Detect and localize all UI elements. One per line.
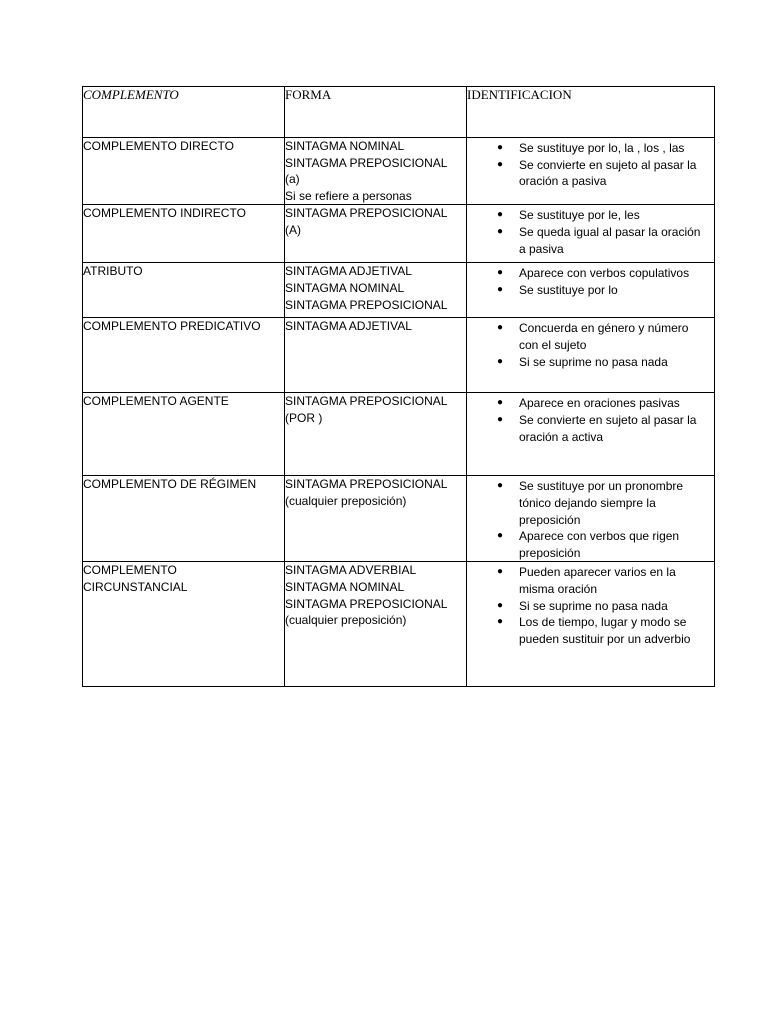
- cell-complemento: [83, 476, 285, 562]
- list-item-text: Se queda igual al pasar la oración a pasiva: [519, 224, 701, 256]
- list-item: [467, 395, 710, 412]
- cell-complemento: [83, 138, 285, 205]
- complemento-line: COMPLEMENTO PREDICATIVO: [83, 319, 261, 334]
- list-item: [467, 478, 710, 528]
- complemento-line: COMPLEMENTO DIRECTO: [83, 139, 234, 153]
- cell-identificacion: [467, 318, 715, 393]
- bullet-icon: ●: [497, 209, 504, 221]
- list-item: [467, 140, 710, 157]
- identification-list: [467, 138, 714, 190]
- forma-line: (POR ): [285, 410, 323, 425]
- table-row: [83, 138, 715, 205]
- cell-complemento: [83, 263, 285, 318]
- cell-complemento: [83, 205, 285, 263]
- identification-list: [467, 562, 714, 647]
- list-item: [467, 207, 710, 224]
- forma-line: (cualquier preposición): [285, 493, 407, 508]
- bullet-icon: ●: [497, 322, 504, 334]
- bullet-icon: ●: [497, 530, 504, 542]
- forma-line: SINTAGMA NOMINAL: [285, 579, 405, 594]
- list-item-text: Se convierte en sujeto al pasar la oración a activa: [519, 412, 697, 444]
- bullet-icon: ●: [497, 355, 504, 367]
- cell-complemento: [83, 318, 285, 393]
- table-row: [83, 393, 715, 476]
- list-item: [467, 564, 710, 597]
- forma-line: (a): [285, 172, 300, 187]
- bullet-icon: ●: [497, 480, 504, 492]
- list-item-text: Los de tiempo, lugar y modo se pueden sustituir por un adverbio: [519, 615, 691, 646]
- header-identificacion: IDENTIFICACION: [467, 87, 715, 138]
- complemento-line: COMPLEMENTO AGENTE: [83, 394, 229, 409]
- forma-line: Si se refiere a personas: [285, 188, 412, 203]
- forma-line: SINTAGMA PREPOSICIONAL: [285, 206, 448, 221]
- list-item: [467, 614, 710, 647]
- bullet-icon: ●: [497, 397, 504, 409]
- bullet-icon: ●: [497, 142, 504, 153]
- list-item-text: Aparece en oraciones pasivas: [519, 396, 680, 411]
- list-item-text: Concuerda en género y número con el sujeto: [519, 321, 689, 352]
- identification-list: [467, 318, 714, 370]
- bullet-icon: ●: [497, 283, 504, 295]
- list-item-text: Pueden aparecer varios en la misma oración: [519, 565, 676, 596]
- list-item: [467, 224, 710, 257]
- complemento-line: ATRIBUTO: [83, 264, 143, 279]
- cell-identificacion: [467, 263, 715, 318]
- list-item: [467, 598, 710, 615]
- complemento-line: COMPLEMENTO: [83, 563, 177, 578]
- forma-line: SINTAGMA PREPOSICIONAL: [285, 297, 448, 312]
- cell-forma: [285, 318, 467, 393]
- identification-list: [467, 476, 714, 561]
- list-item: [467, 320, 710, 353]
- forma-line: SINTAGMA ADVERBIAL: [285, 563, 417, 578]
- list-item-text: Se sustituye por lo, la , los , las: [519, 141, 685, 155]
- cell-forma: [285, 476, 467, 562]
- forma-line: SINTAGMA PREPOSICIONAL: [285, 394, 448, 409]
- table-row: [83, 562, 715, 687]
- bullet-icon: ●: [497, 225, 504, 237]
- list-item-text: Se sustituye por le, les: [519, 208, 640, 223]
- forma-line: SINTAGMA NOMINAL: [285, 139, 405, 153]
- complemento-line: CIRCUNSTANCIAL: [83, 579, 188, 594]
- cell-forma: [285, 562, 467, 687]
- forma-line: SINTAGMA ADJETIVAL: [285, 319, 412, 334]
- cell-forma: [285, 205, 467, 263]
- table-header-row: [83, 87, 715, 138]
- cell-identificacion: [467, 476, 715, 562]
- header-complemento: COMPLEMENTO: [83, 87, 285, 138]
- cell-forma: [285, 263, 467, 318]
- forma-line: (A): [285, 222, 301, 237]
- cell-identificacion: [467, 393, 715, 476]
- cell-forma: [285, 393, 467, 476]
- forma-line: SINTAGMA PREPOSICIONAL: [285, 477, 448, 492]
- list-item: [467, 157, 710, 190]
- forma-line: SINTAGMA PREPOSICIONAL: [285, 155, 448, 170]
- identification-list: [467, 263, 714, 298]
- complemento-line: COMPLEMENTO INDIRECTO: [83, 206, 246, 221]
- forma-line: SINTAGMA NOMINAL: [285, 280, 405, 295]
- list-item: [467, 265, 710, 282]
- cell-identificacion: [467, 138, 715, 205]
- forma-line: (cualquier preposición): [285, 613, 407, 628]
- cell-complemento: [83, 562, 285, 687]
- identification-list: [467, 205, 714, 257]
- cell-forma: [285, 138, 467, 205]
- bullet-icon: ●: [497, 566, 504, 578]
- cell-identificacion: [467, 562, 715, 687]
- complemento-line: COMPLEMENTO DE RÉGIMEN: [83, 477, 257, 492]
- list-item-text: Se sustituye por lo: [519, 282, 618, 297]
- complements-table: [82, 86, 715, 687]
- table-row: [83, 263, 715, 318]
- table-row: [83, 205, 715, 263]
- bullet-icon: ●: [497, 616, 504, 628]
- identification-list: [467, 393, 714, 445]
- list-item: [467, 282, 710, 299]
- list-item-text: Si se suprime no pasa nada: [519, 598, 668, 613]
- table-row: [83, 318, 715, 393]
- bullet-icon: ●: [497, 413, 504, 425]
- bullet-icon: ●: [497, 158, 504, 170]
- bullet-icon: ●: [497, 599, 504, 611]
- list-item: [467, 412, 710, 445]
- cell-identificacion: [467, 205, 715, 263]
- list-item-text: Si se suprime no pasa nada: [519, 354, 668, 369]
- table-row: [83, 476, 715, 562]
- header-forma: FORMA: [285, 87, 467, 138]
- bullet-icon: ●: [497, 267, 504, 279]
- list-item: [467, 354, 710, 371]
- list-item-text: Aparece con verbos copulativos: [519, 266, 690, 281]
- cell-complemento: [83, 393, 285, 476]
- list-item: [467, 528, 710, 561]
- forma-line: SINTAGMA ADJETIVAL: [285, 264, 412, 279]
- list-item-text: Se convierte en sujeto al pasar la oración a pasiva: [519, 157, 697, 189]
- forma-line: SINTAGMA PREPOSICIONAL: [285, 596, 448, 611]
- list-item-text: Aparece con verbos que rigen preposición: [519, 529, 680, 560]
- list-item-text: Se sustituye por un pronombre tónico dejando siempre la preposición: [519, 479, 684, 527]
